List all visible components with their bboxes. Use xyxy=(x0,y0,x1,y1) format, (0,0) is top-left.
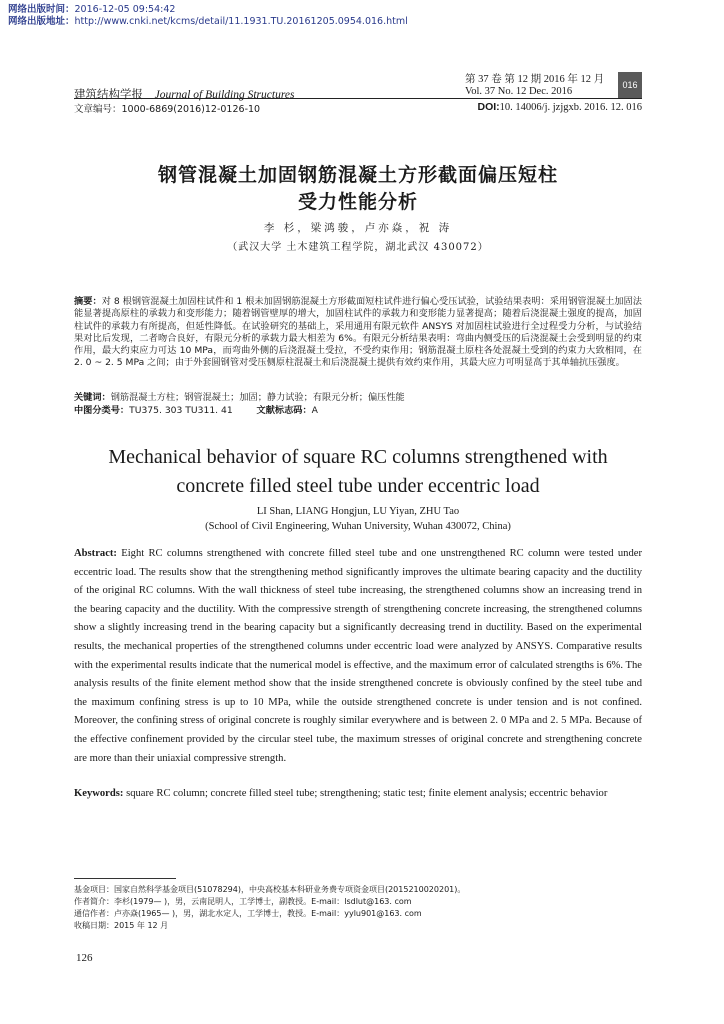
affiliation-cn: （武汉大学 土木建筑工程学院，湖北武汉 430072） xyxy=(227,242,489,253)
classification: 中图分类号：TU375. 303 TU311. 41 文献标志码：A xyxy=(74,405,318,416)
title-cn-line1: 钢管混凝土加固钢筋混凝土方形截面偏压短柱 xyxy=(157,164,558,186)
abstract-en-label: Abstract: xyxy=(74,548,117,559)
title-cn-line2: 受力性能分析 xyxy=(297,191,418,213)
publication-url[interactable]: 网络出版地址：http://www.cnki.net/kcms/detail/11.1931.TU.20161205.0954.016.html xyxy=(8,16,408,27)
keywords-cn xyxy=(74,392,642,404)
affiliation-en: (School of Civil Engineering, Wuhan University, Wuhan 430072, China) xyxy=(205,521,511,532)
footnote-corresponding: 通信作者：卢亦焱(1965— )，男，湖北水定人，工学博士，教授。E-mail：yylu901@163. com xyxy=(74,909,422,918)
volume-info-cn: 第 37 卷 第 12 期 2016 年 12 月 xyxy=(465,74,605,85)
page-number: 126 xyxy=(76,952,93,964)
article-badge: 016 xyxy=(618,72,642,98)
header-divider xyxy=(74,98,642,99)
footnote-divider xyxy=(74,878,176,879)
abstract-cn xyxy=(74,296,642,370)
journal-name-en: Journal of Building Structures xyxy=(154,89,295,101)
keywords-en-label: Keywords: xyxy=(74,788,124,799)
doi: DOI:10. 14006/j. jzjgxb. 2016. 12. 016 xyxy=(477,101,642,113)
volume-info xyxy=(465,74,604,98)
online-publication-info xyxy=(8,4,408,28)
title-en-line2: concrete filled steel tube under eccentric load xyxy=(176,475,540,497)
keywords-en xyxy=(74,785,642,804)
footnote-funding: 基金项目：国家自然科学基金项目(51078294)，中央高校基本科研业务费专项资金项目(2015210020201)。 xyxy=(74,885,466,894)
abstract-cn-text: 对 8 根钢管混凝土加固柱试件和 1 根未加固钢筋混凝土方形截面短柱试件进行偏心受压试验，试验结果表明：采用钢管混凝土加固法能显著提高原柱的承载力和变形能力；随着钢管壁厚的增大，加固柱试件的承载力和变形能力显著提高；随着后浇混凝土强度的提高，加固柱试件的承载力有所提高，但延性降低。在试验研究的基础上，采用通用有限元软件 ANSYS 对加固柱试验进行全过程受力分析，与试验结果对比后发现，二者吻合良好，有限元分析的承载力最大相差为 6%。有限元分析结果表明：弯曲内侧受压的后浇混凝土会受到明显的约束作用，最大约束应力可达 10 MPa，而弯曲外侧的后浇混凝土受拉，不受约束作用；钢筋混凝土原柱各处混凝土受到的约束力大致相同，在 2. 0 ~ 2. 5 MPa 之间；由于外套圆钢管对受压侧原柱混凝土和后浇混凝土提供有效约束作用，其最大应力可明显高于其单轴抗压强度。 xyxy=(74,296,642,369)
keywords-cn-text: 钢筋混凝土方柱；钢管混凝土；加固；静力试验；有限元分析；偏压性能 xyxy=(110,392,405,403)
volume-info-en: Vol. 37 No. 12 Dec. 2016 xyxy=(465,86,573,97)
footnote-received: 收稿日期：2015 年 12 月 xyxy=(74,921,169,930)
article-number: 文章编号：1000-6869(2016)12-0126-10 xyxy=(74,104,261,115)
classification-number: TU375. 303 TU311. 41 xyxy=(129,405,233,416)
document-code: A xyxy=(311,405,318,416)
publication-time: 网络出版时间：2016-12-05 09:54:42 xyxy=(8,4,176,15)
keywords-cn-label: 关键词： xyxy=(74,392,111,403)
footnote-author: 作者简介：李杉(1979— )，男，云南昆明人，工学博士，副教授。E-mail：lsdlut@163. com xyxy=(74,897,412,906)
journal-name-cn: 建筑结构学报 xyxy=(74,87,143,101)
abstract-en xyxy=(74,545,642,768)
journal-name xyxy=(74,86,294,102)
authors-cn: 李 杉，梁鸿骏，卢亦焱，祝 涛 xyxy=(263,222,453,234)
authors-en: LI Shan, LIANG Hongjun, LU Yiyan, ZHU Tao xyxy=(256,506,460,517)
title-en-line1: Mechanical behavior of square RC columns strengthened with xyxy=(108,446,608,468)
keywords-en-text: square RC column; concrete filled steel tube; strengthening; static test; finite element analysis; eccentric behavior xyxy=(126,788,608,799)
abstract-en-text: Eight RC columns strengthened with concrete filled steel tube and one unstrengthened RC column were tested under eccentric load. The results show that the strengthening method significantly improves the ultimate bearing capacity and the ductility of the original RC columns. With the wall thickness of steel tube increasing, the strengthened columns show an increasing trend in the bearing capacity and the ductility. With the compressive strength of strengthening concrete increasing, the strengthened columns show a slightly increasing trend in the bearing capacity but a significantly decreasing trend in ductility. Based on the experimental results, the mechanical properties of the strengthened columns under eccentric load were analyzed by ANSYS. Comparative results with the experimental results indicate that the numerical model is effective, and the maximum error of calculated strengths is 6%. The analysis results of the finite element method show that the inside strengthened concrete is obviously confined by the steel tube and the maximum confining stress is up to 10 MPa, while the outside strengthened concrete is under tension and is not confined. Moreover, the confining stress of original concrete is roughly similar everywhere and is between 2. 0 MPa and 2. 5 MPa. Because of the effective confinement provided by the circular steel tube, the maximum stresses of original concrete and strengthening concrete are more than their uniaxial compressive strength. xyxy=(74,548,642,764)
abstract-cn-label: 摘要： xyxy=(74,296,102,307)
